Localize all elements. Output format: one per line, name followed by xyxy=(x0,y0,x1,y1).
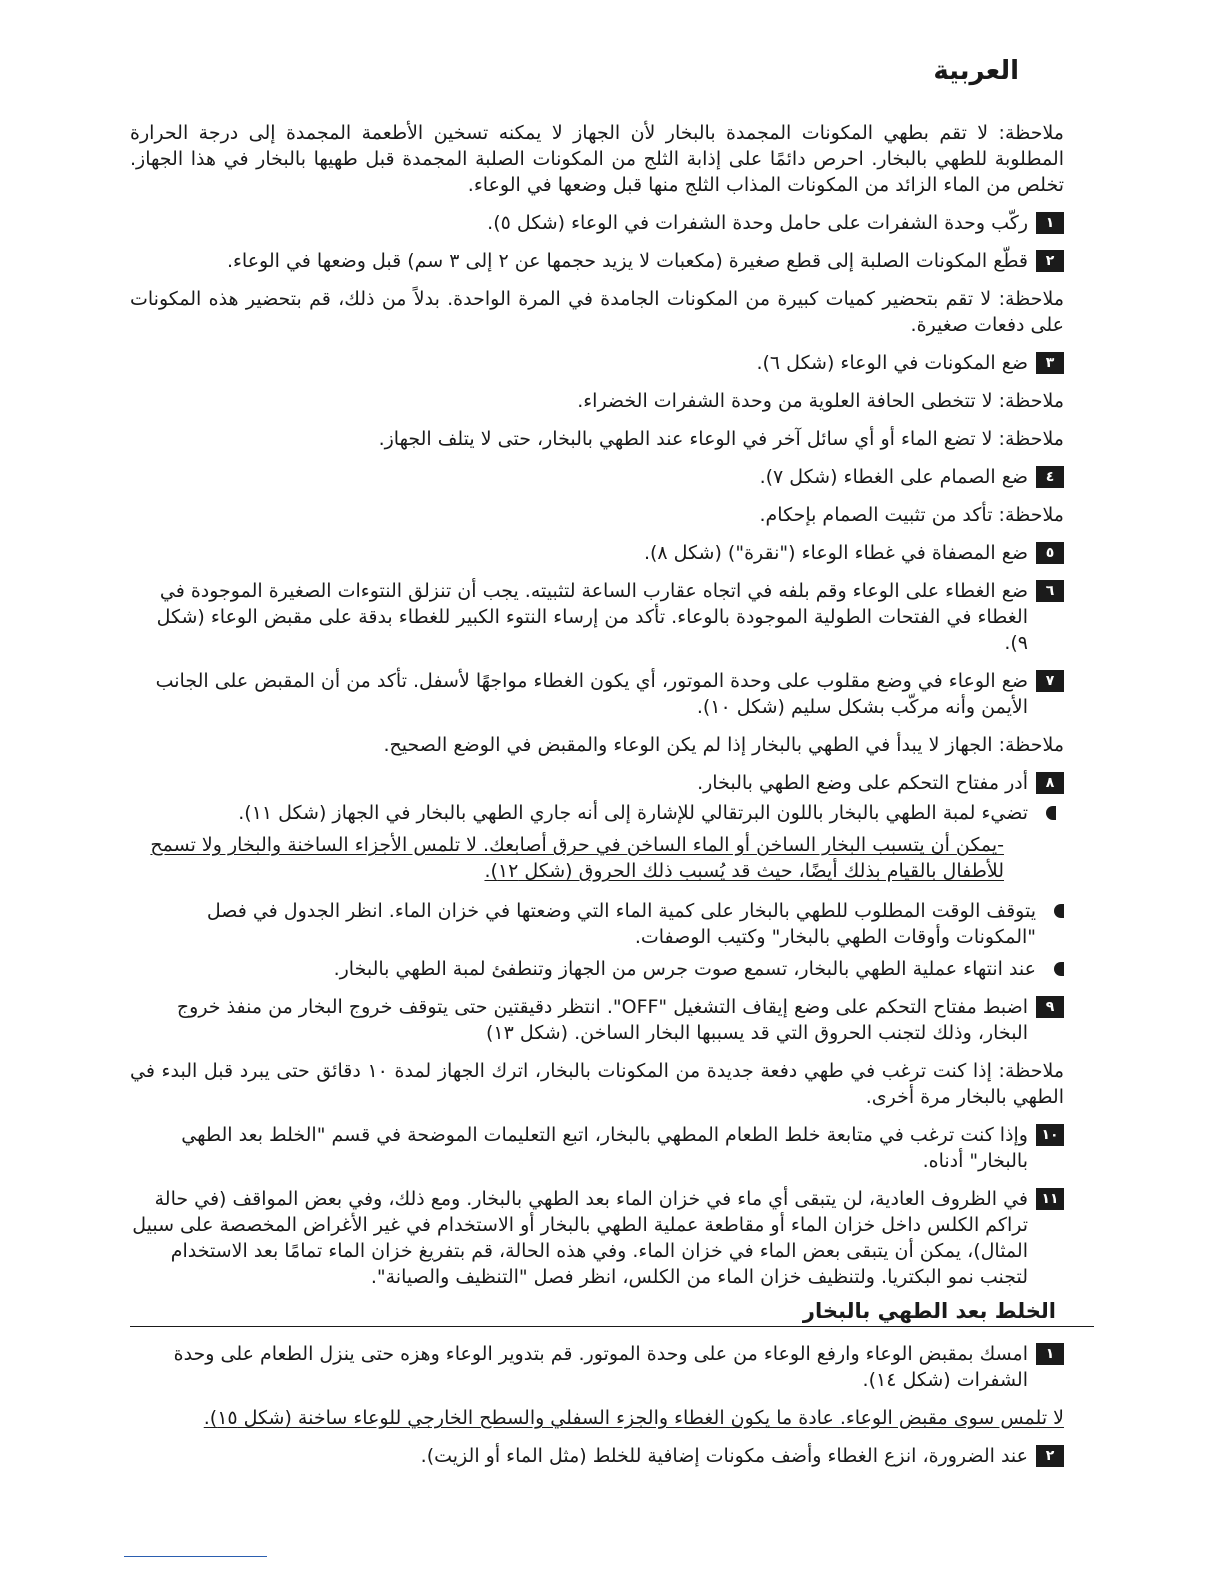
blend-step-2 xyxy=(130,1443,1064,1469)
step-text: أدر مفتاح التحكم على وضع الطهي بالبخار. xyxy=(697,772,1028,794)
note-small-batches: ملاحظة: لا تقم بتحضير كميات كبيرة من المكونات الجامدة في المرة الواحدة. بدلاً من ذلك، قم بتحضير هذه المكونات على دفعات صغيرة. xyxy=(130,288,1064,336)
bullet-steaming-end xyxy=(130,956,1064,982)
step-text: اضبط مفتاح التحكم على وضع إيقاف التشغيل "OFF". انتظر دقيقتين حتى يتوقف خروج البخار من منفذ خروج البخار، وذلك لتجنب الحروق التي قد يسببها البخار الساخن. (شكل ١٣) xyxy=(176,996,1028,1044)
step-number-badge: ٦ xyxy=(1036,580,1064,602)
instructions-body xyxy=(130,120,1064,1481)
bullet-icon xyxy=(1046,806,1056,820)
step-number-badge: ٧ xyxy=(1036,670,1064,692)
step-3 xyxy=(130,350,1064,376)
step-7 xyxy=(130,668,1064,720)
footnote-divider xyxy=(124,1556,267,1557)
intro-note: ملاحظة: لا تقم بطهي المكونات المجمدة بالبخار لأن الجهاز لا يمكنه تسخين الأطعمة المجمدة إلى درجة الحرارة المطلوبة للطهي بالبخار. احرص دائمًا على إذابة الثلج من المكونات الصلبة المجمدة قبل طهيها بالبخار في هذا الجهاز. تخلص من الماء الزائد من المكونات المذاب الثلج منها قبل وضعها في الوعاء. xyxy=(130,122,1064,196)
bullet-icon xyxy=(1054,904,1064,918)
bullet-text: يتوقف الوقت المطلوب للطهي بالبخار على كمية الماء التي وضعتها في خزان الماء. انظر الجدول في فصل "المكونات وأوقات الطهي بالبخار" وكتيب الوصفات. xyxy=(206,900,1036,948)
step-10 xyxy=(130,1122,1064,1174)
step-number-badge: ٤ xyxy=(1036,466,1064,488)
blend-step-1 xyxy=(130,1341,1064,1393)
step-8 xyxy=(130,770,1064,796)
step-text: ضع الوعاء في وضع مقلوب على وحدة الموتور، أي يكون الغطاء مواجهًا لأسفل. تأكد من أن المقبض على الجانب الأيمن وأنه مركّب بشكل سليم (شكل ١٠). xyxy=(155,670,1028,718)
step-9 xyxy=(130,994,1064,1046)
step-number-badge: ٢ xyxy=(1036,1445,1064,1467)
step-text: ركّب وحدة الشفرات على حامل وحدة الشفرات في الوعاء (شكل ٥). xyxy=(487,212,1028,234)
warning-handle-only: لا تلمس سوى مقبض الوعاء. عادة ما يكون الغطاء والجزء السفلي والسطح الخارجي للوعاء ساخنة (شكل ١٥). xyxy=(203,1407,1064,1429)
note-new-batch: ملاحظة: إذا كنت ترغب في طهي دفعة جديدة من المكونات بالبخار، اترك الجهاز لمدة ١٠ دقائق حتى يبرد قبل البدء في الطهي بالبخار مرة أخرى. xyxy=(130,1060,1064,1108)
warning-hot-steam: -يمكن أن يتسبب البخار الساخن أو الماء الساخن في حرق أصابعك. لا تلمس الأجزاء الساخنة والبخار ولا تسمح للأطفال بالقيام بذلك أيضًا، حيث قد يُسبب ذلك الحروق (شكل ١٢). xyxy=(150,834,1004,882)
step-text: وإذا كنت ترغب في متابعة خلط الطعام المطهي بالبخار، اتبع التعليمات الموضحة في قسم "الخلط بعد الطهي بالبخار" أدناه. xyxy=(181,1124,1028,1172)
step-text: ضع الصمام على الغطاء (شكل ٧). xyxy=(759,466,1028,488)
step-number-badge: ١١ xyxy=(1036,1188,1064,1210)
step-text: ضع المصفاة في غطاء الوعاء ("نقرة") (شكل ٨). xyxy=(643,542,1028,564)
note-valve: ملاحظة: تأكد من تثبيت الصمام بإحكام. xyxy=(759,504,1064,526)
bullet-text: عند انتهاء عملية الطهي بالبخار، تسمع صوت جرس من الجهاز وتنطفئ لمبة الطهي بالبخار. xyxy=(333,958,1036,980)
section-heading-blending: الخلط بعد الطهي بالبخار xyxy=(130,1296,1094,1327)
bullet-steam-light xyxy=(130,800,1056,826)
step-text: قطّع المكونات الصلبة إلى قطع صغيرة (مكعبات لا يزيد حجمها عن ٢ إلى ٣ سم) قبل وضعها في الوعاء. xyxy=(226,250,1028,272)
step-5 xyxy=(130,540,1064,566)
note-no-water: ملاحظة: لا تضع الماء أو أي سائل آخر في الوعاء عند الطهي بالبخار، حتى لا يتلف الجهاز. xyxy=(378,428,1064,450)
step-number-badge: ٩ xyxy=(1036,996,1064,1018)
step-number-badge: ٨ xyxy=(1036,772,1064,794)
step-text: امسك بمقبض الوعاء وارفع الوعاء من على وحدة الموتور. قم بتدوير الوعاء وهزه حتى ينزل الطعام على وحدة الشفرات (شكل ١٤). xyxy=(173,1343,1028,1391)
step-4 xyxy=(130,464,1064,490)
step-2 xyxy=(130,248,1064,274)
step-number-badge: ٢ xyxy=(1036,250,1064,272)
step-number-badge: ١ xyxy=(1036,212,1064,234)
step-6 xyxy=(130,578,1064,656)
step-text: عند الضرورة، انزع الغطاء وأضف مكونات إضافية للخلط (مثل الماء أو الزيت). xyxy=(420,1445,1028,1467)
note-blade-edge: ملاحظة: لا تتخطى الحافة العلوية من وحدة الشفرات الخضراء. xyxy=(577,390,1064,412)
step-number-badge: ١ xyxy=(1036,1343,1064,1365)
step-number-badge: ٥ xyxy=(1036,542,1064,564)
step-1 xyxy=(130,210,1064,236)
bullet-text: تضيء لمبة الطهي بالبخار باللون البرتقالي للإشارة إلى أنه جاري الطهي بالبخار في الجهاز (شكل ١١). xyxy=(238,802,1028,824)
page-title: العربية xyxy=(933,56,1019,86)
step-text: في الظروف العادية، لن يتبقى أي ماء في خزان الماء بعد الطهي بالبخار. ومع ذلك، وفي بعض المواقف (في حالة تراكم الكلس داخل خزان الماء أو مقاطعة عملية الطهي بالبخار أو الاستخدام في غير الأغراض المخصصة على سبيل المثال)، يمكن أن يتبقى بعض الماء في خزان الماء. وفي هذه الحالة، قم بتفريغ خزان الماء تمامًا بعد الاستخدام لتجنب نمو البكتريا. ولتنظيف خزان الماء من الكلس، انظر فصل "التنظيف والصيانة". xyxy=(132,1188,1028,1288)
note-correct-position: ملاحظة: الجهاز لا يبدأ في الطهي بالبخار إذا لم يكن الوعاء والمقبض في الوضع الصحيح. xyxy=(383,734,1064,756)
step-number-badge: ١٠ xyxy=(1036,1124,1064,1146)
step-11 xyxy=(130,1186,1064,1290)
step-number-badge: ٣ xyxy=(1036,352,1064,374)
step-text: ضع الغطاء على الوعاء وقم بلفه في اتجاه عقارب الساعة لتثبيته. يجب أن تنزلق النتوءات الصغيرة الموجودة في الغطاء في الفتحات الطولية الموجودة بالوعاء. تأكد من إرساء النتوء الكبير للغطاء بدقة على مقبض الوعاء (شكل ٩). xyxy=(156,580,1028,654)
bullet-steaming-time xyxy=(130,898,1064,950)
step-text: ضع المكونات في الوعاء (شكل ٦). xyxy=(756,352,1028,374)
bullet-icon xyxy=(1054,962,1064,976)
